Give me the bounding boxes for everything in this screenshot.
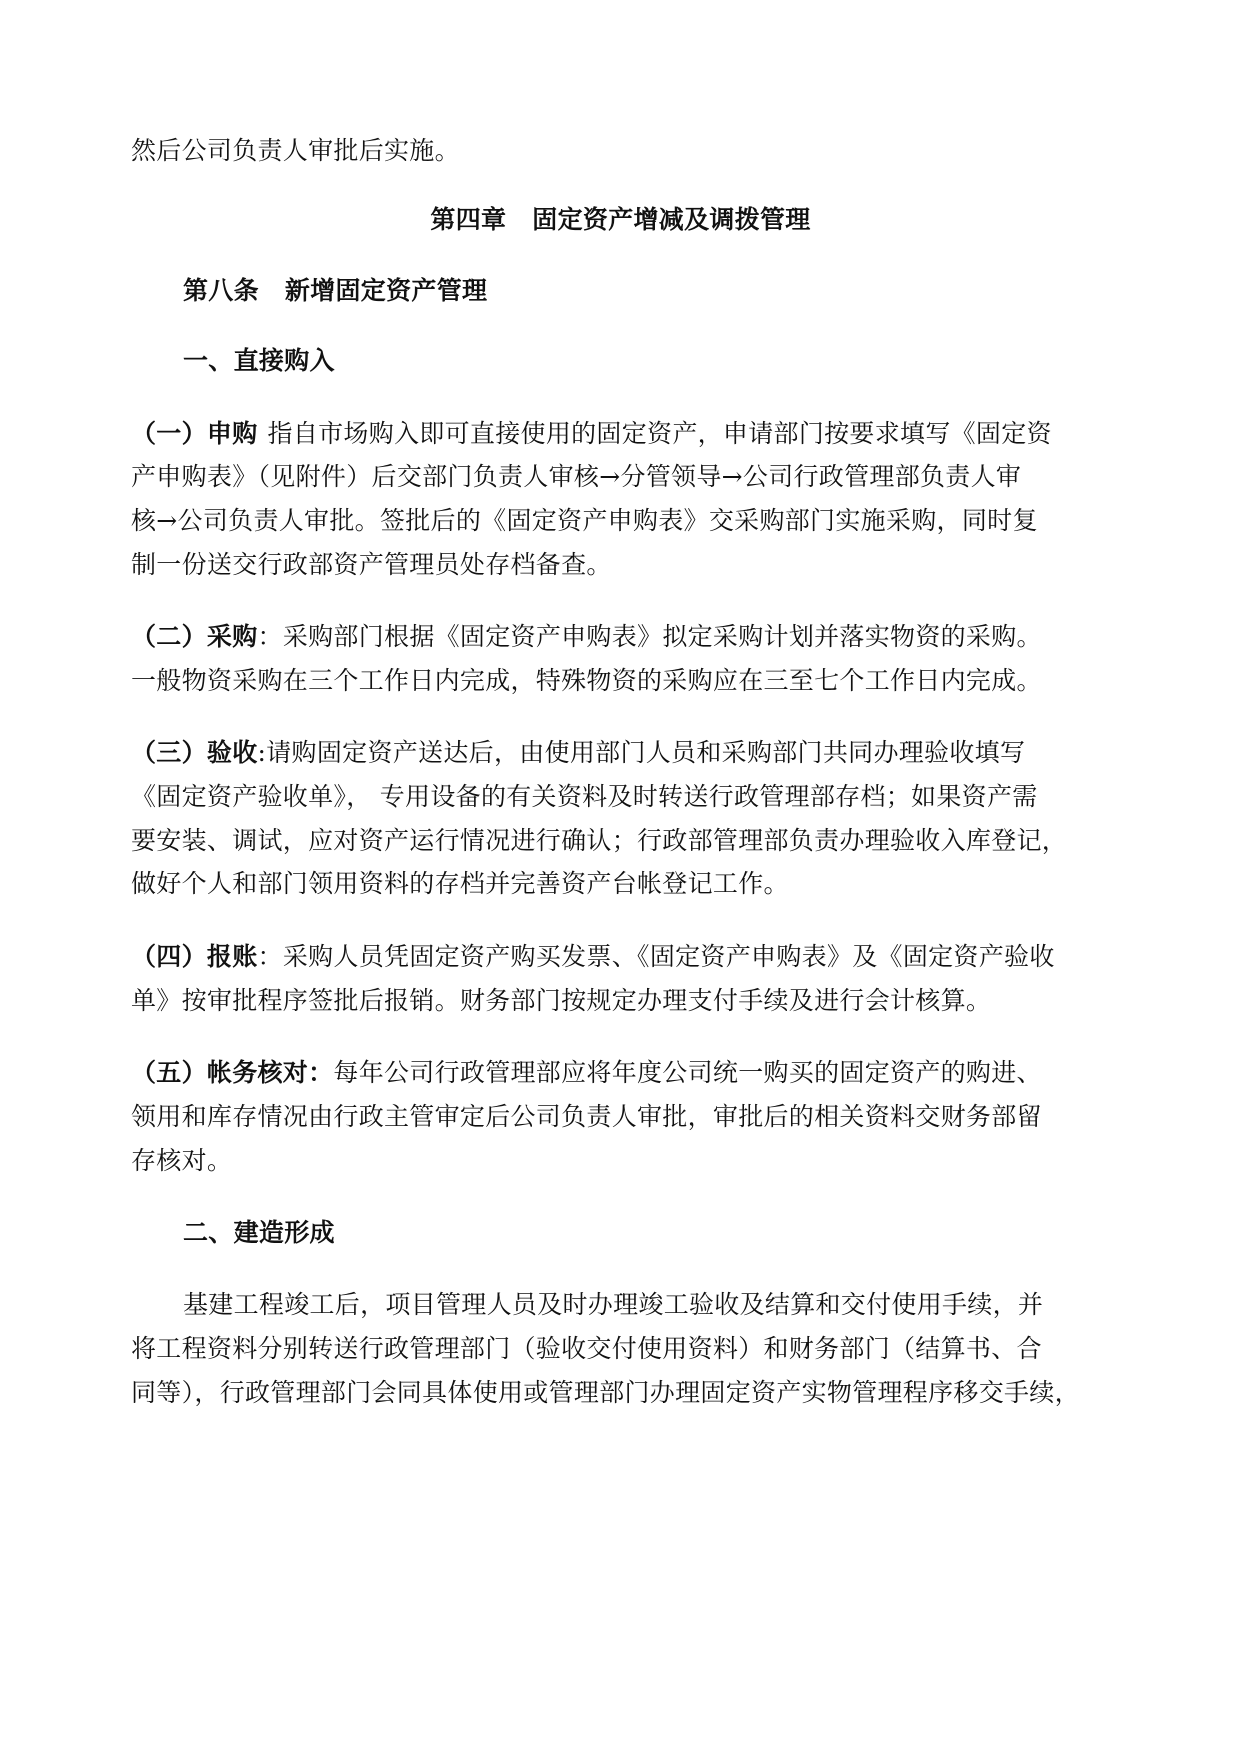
paragraph-line: [131, 622, 1042, 652]
section-heading-direct-purchase: 一、直接购入: [183, 346, 335, 375]
item-label-acceptance: （三）验收: [131, 738, 258, 767]
item-text: ：采购部门根据《固定资产申购表》拟定采购计划并落实物资的采购。: [257, 622, 1042, 651]
chapter-title: 固定资产增减及调拨管理: [532, 205, 811, 234]
paragraph-line: [131, 419, 1052, 449]
intro-line: 然后公司负责人审批后实施。: [131, 136, 460, 165]
paragraph-line: 基建工程竣工后，项目管理人员及时办理竣工验收及结算和交付使用手续，并: [183, 1290, 1044, 1319]
section-heading-construction: 二、建造形成: [183, 1218, 335, 1247]
paragraph-line: 同等），行政管理部门会同具体使用或管理部门办理固定资产实物管理程序移交手续，: [131, 1378, 1080, 1407]
item-label-reconciliation: （五）帐务核对：: [131, 1058, 334, 1087]
paragraph-line: 领用和库存情况由行政主管审定后公司负责人审批，审批后的相关资料交财务部留: [131, 1102, 1042, 1131]
item-text: 指自市场购入即可直接使用的固定资产，申请部门按要求填写《固定资: [267, 419, 1052, 448]
paragraph-line: 产申购表》（见附件）后交部门负责人审核→分管领导→公司行政管理部负责人审: [131, 462, 1022, 491]
paragraph-line: 一般物资采购在三个工作日内完成，特殊物资的采购应在三至七个工作日内完成。: [131, 666, 1042, 695]
item-label-apply: （一）申购: [131, 419, 258, 448]
article-number: 第八条: [183, 276, 259, 305]
paragraph-line: [131, 942, 1055, 972]
paragraph-line: 制一份送交行政部资产管理员处存档备查。: [131, 550, 612, 579]
paragraph-line: 《固定资产验收单》， 专用设备的有关资料及时转送行政管理部存档；如果资产需: [131, 782, 1038, 811]
item-text: ：采购人员凭固定资产购买发票、《固定资产申购表》及《固定资产验收: [257, 942, 1055, 971]
article-heading: [183, 276, 487, 306]
article-title: 新增固定资产管理: [284, 276, 488, 305]
paragraph-line: 存核对。: [131, 1146, 233, 1175]
paragraph-line: [131, 738, 1025, 768]
paragraph-line: [131, 1058, 1042, 1088]
item-label-reimbursement: （四）报账: [131, 942, 258, 971]
paragraph-line: 做好个人和部门领用资料的存档并完善资产台帐登记工作。: [131, 869, 789, 898]
paragraph-line: 要安装、调试，应对资产运行情况进行确认；行政部管理部负责办理验收入库登记，: [131, 826, 1068, 855]
chapter-number: 第四章: [430, 205, 507, 234]
paragraph-line: 核→公司负责人审批。签批后的《固定资产申购表》交采购部门实施采购，同时复: [131, 506, 1038, 535]
item-text: :请购固定资产送达后，由使用部门人员和采购部门共同办理验收填写: [257, 738, 1026, 767]
item-label-purchase: （二）采购: [131, 622, 258, 651]
paragraph-line: 将工程资料分别转送行政管理部门（验收交付使用资料）和财务部门（结算书、合: [131, 1334, 1042, 1363]
item-text: 每年公司行政管理部应将年度公司统一购买的固定资产的购进、: [333, 1058, 1042, 1087]
chapter-heading: [0, 205, 1241, 235]
paragraph-line: 单》按审批程序签批后报销。财务部门按规定办理支付手续及进行会计核算。: [131, 986, 992, 1015]
